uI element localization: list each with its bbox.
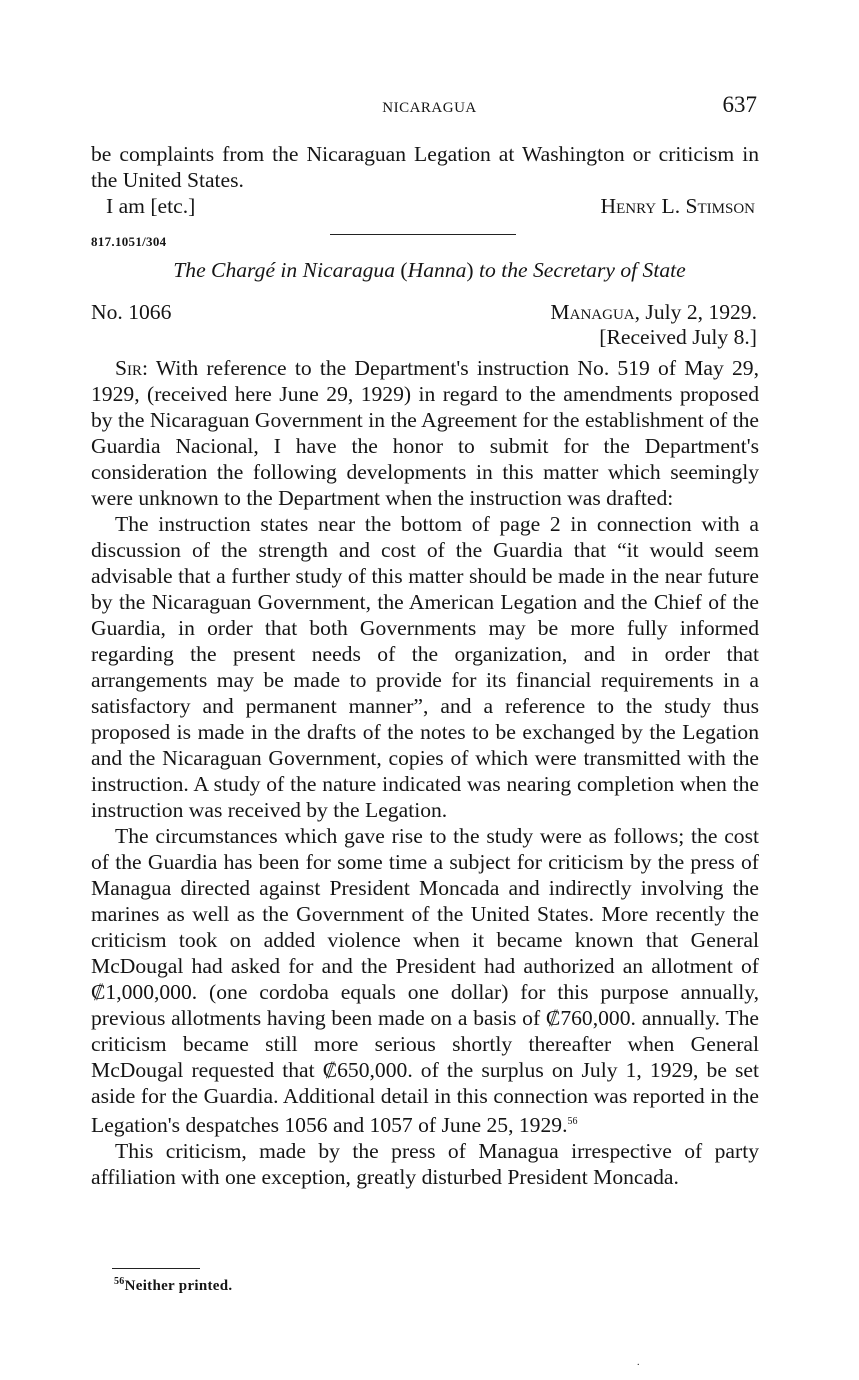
closing-line — [91, 193, 759, 219]
footnote-text: Neither printed. — [124, 1278, 233, 1294]
heading-part1: The Chargé in Nicaragua — [173, 258, 396, 282]
running-header-title: NICARAGUA — [382, 100, 477, 116]
despatch-number: No. 1066 — [91, 300, 172, 324]
paragraph-3-text: The circumstances which gave rise to the study were as follows; the cost of the Guardia has been for some time a subject for criticism by the press of Managua directed against President Moncada and indirectly involving the marines as well as the Government of the United States. More recently the criticism took on added violence when it became known that General McDougal had asked for and the President had authorized an allotment of ₡1,000,000. (one cordoba equals one dollar) for this purpose annually, previous allotments having been made on a basis of ₡760,000. annually. The criticism became still more serious shortly thereafter when General McDougal requested that ₡650,000. of the surplus on July 1, 1929, be set aside for the Guardia. Additional detail in this connection was reported in the Legation's despatches 1056 and 1057 of June 25, 1929. — [91, 824, 759, 1138]
heading-part2: to the Secretary of State — [479, 258, 686, 282]
heading-paren-open: ( — [400, 258, 408, 282]
footnote — [114, 1276, 232, 1295]
page-number: 637 — [722, 92, 757, 117]
paragraph-1 — [91, 355, 759, 511]
file-number: 817.1051/304 — [91, 234, 167, 249]
closing-phrase: I am [etc.] — [106, 194, 196, 218]
previous-letter — [91, 141, 759, 219]
salutation: Sir — [115, 356, 143, 380]
heading-name: Hanna — [407, 258, 467, 282]
footnote-marker: 56 — [114, 1276, 125, 1287]
section-divider — [330, 234, 516, 235]
footnote-divider — [112, 1268, 200, 1269]
document-heading — [0, 258, 859, 283]
paragraph-3 — [91, 823, 759, 1138]
letter-body — [91, 355, 759, 1190]
received-date: [Received July 8.] — [599, 325, 757, 349]
dateline-date: , July 2, 1929. — [634, 300, 757, 324]
previous-letter-tail: be complaints from the Nicaraguan Legation at Washington or criticism in the United States. — [91, 142, 759, 192]
paragraph-1-text: : With reference to the Department's instruction No. 519 of May 29, 1929, (received here June 29, 1929) in regard to the amendments proposed by the Nicaraguan Government in the Agreement for the establishment of the Guardia Nacional, I have the honor to submit for the Department's consideration the following developments in this matter which seemingly were unknown to the Department when the instruction was drafted: — [91, 356, 759, 510]
dateline — [550, 300, 757, 325]
footnote-reference: 56 — [567, 1116, 578, 1127]
signature: Henry L. Stimson — [600, 194, 755, 218]
paragraph-2: The instruction states near the bottom of page 2 in connection with a discussion of the strength and cost of the Guardia that “it would seem advisable that a further study of this matter should be made in the near future by the Nicaraguan Government, the American Legation and the Chief of the Guardia, in order that both Governments may be more fully informed regarding the present needs of the organization, and in order that arrangements may be made to provide for its financial requirements in a satisfactory and permanent manner”, and a reference to the study thus proposed is made in the drafts of the notes to be exchanged by the Legation and the Nicaraguan Government, copies of which were transmitted with the instruction. A study of the nature indicated was nearing completion when the instruction was received by the Legation. — [91, 512, 759, 822]
stray-mark: . — [637, 1357, 640, 1368]
dateline-place: Managua — [550, 300, 635, 324]
paragraph-4: This criticism, made by the press of Managua irrespective of party affiliation with one exception, greatly disturbed President Moncada. — [91, 1139, 759, 1190]
heading-paren-close: ) — [466, 258, 474, 282]
